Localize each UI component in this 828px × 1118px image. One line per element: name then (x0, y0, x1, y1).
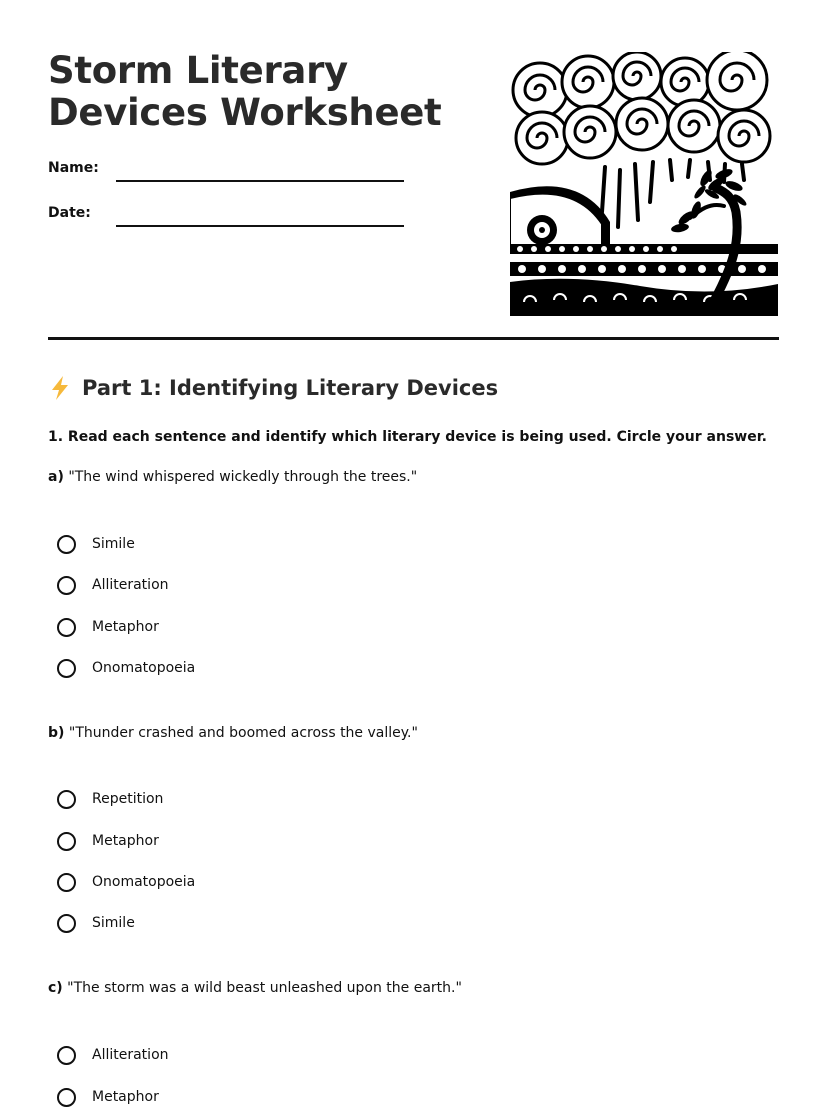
question-a (48, 469, 417, 485)
option-metaphor[interactable] (57, 829, 159, 853)
option-label: Metaphor (92, 1089, 159, 1105)
header-divider (48, 337, 779, 340)
radio-circle[interactable] (57, 1088, 76, 1107)
question-a-text: "The wind whispered wickedly through the trees." (68, 469, 418, 485)
option-onomatopoeia[interactable] (57, 870, 195, 894)
option-metaphor[interactable] (57, 1085, 159, 1109)
question-c-letter: c) (48, 980, 63, 996)
radio-circle[interactable] (57, 576, 76, 595)
option-label: Onomatopoeia (92, 660, 196, 676)
option-simile[interactable] (57, 532, 135, 556)
radio-circle[interactable] (57, 914, 76, 933)
part1-heading-text: Part 1: Identifying Literary Devices (82, 376, 499, 400)
name-field[interactable] (116, 180, 404, 182)
part1-heading (48, 374, 498, 402)
radio-circle[interactable] (57, 618, 76, 637)
question-b-letter: b) (48, 725, 65, 741)
radio-circle[interactable] (57, 832, 76, 851)
question-b (48, 725, 418, 741)
lightning-bolt-shape (52, 376, 68, 400)
option-label: Simile (92, 536, 135, 552)
option-label: Metaphor (92, 833, 159, 849)
option-label: Alliteration (92, 577, 169, 593)
option-onomatopoeia[interactable] (57, 656, 195, 680)
date-label: Date: (48, 205, 91, 221)
option-label: Simile (92, 915, 135, 931)
option-label: Onomatopoeia (92, 874, 196, 890)
option-metaphor[interactable] (57, 615, 159, 639)
option-repetition[interactable] (57, 787, 163, 811)
question-c (48, 980, 462, 996)
radio-circle[interactable] (57, 659, 76, 678)
option-alliteration[interactable] (57, 573, 169, 597)
question-1-instruction: 1. Read each sentence and identify which literary device is being used. Circle your answer. (48, 429, 767, 445)
storm-illustration (510, 52, 778, 316)
option-label: Metaphor (92, 619, 159, 635)
lightning-bolt-icon (48, 375, 72, 401)
option-label: Alliteration (92, 1047, 169, 1063)
radio-circle[interactable] (57, 1046, 76, 1065)
date-field[interactable] (116, 225, 404, 227)
option-simile[interactable] (57, 911, 135, 935)
question-a-letter: a) (48, 469, 64, 485)
radio-circle[interactable] (57, 535, 76, 554)
worksheet-title: Storm Literary Devices Worksheet (48, 49, 442, 134)
option-alliteration[interactable] (57, 1043, 169, 1067)
name-label: Name: (48, 160, 99, 176)
question-c-text: "The storm was a wild beast unleashed upon the earth." (67, 980, 462, 996)
option-label: Repetition (92, 791, 164, 807)
radio-circle[interactable] (57, 790, 76, 809)
question-b-text: "Thunder crashed and boomed across the valley." (68, 725, 418, 741)
radio-circle[interactable] (57, 873, 76, 892)
